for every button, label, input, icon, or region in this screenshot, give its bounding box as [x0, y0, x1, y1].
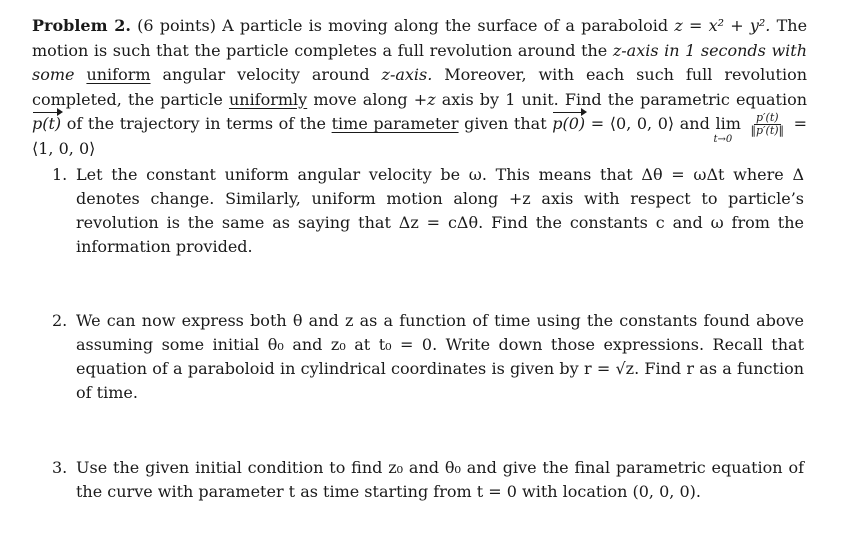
limit-word: lim	[715, 114, 741, 133]
problem-text-h: given that	[464, 114, 547, 133]
question-number: 1.	[52, 165, 68, 184]
question-item	[52, 456, 804, 504]
question-text: We can now express both θ and z as a function of time using the constants found above assuming some initial θ₀ and z₀ at t₀ = 0. Write down those expressions. Recall that equation of a paraboloid in cylindrical coordinates is given by r = √z. Find r as a function of time.	[76, 311, 804, 402]
problem-text-c: angular velocity around	[162, 65, 370, 84]
z-axis-text: z-axis in 1 seconds with some	[32, 40, 807, 84]
vector-p-0: p(0)	[552, 112, 585, 137]
time-parameter-term: time parameter	[331, 114, 459, 133]
plus-z: +z	[413, 89, 436, 109]
limit-operator	[713, 112, 741, 145]
unit-tangent-fraction	[748, 112, 786, 137]
problem-text-e: move along	[313, 89, 408, 109]
problem-text-a: A particle is moving along the surface of a paraboloid	[222, 16, 669, 35]
problem-text-d: Moreover, with each such full revolution completed, the particle	[32, 65, 808, 109]
fraction-numerator: p′(t)	[755, 111, 779, 124]
question-number: 2.	[52, 311, 68, 330]
question-text: Let the constant uniform angular velocity be ω. This means that Δθ = ωΔt where Δ denotes change. Similarly, uniform motion along +z axis with respect to particle’s revolution is the same as saying that Δz = cΔθ. Find the constants c and ω from the information provided.	[76, 165, 804, 256]
question-number: 3.	[52, 458, 68, 477]
question-item	[52, 309, 804, 405]
uniform-word: uniform	[86, 65, 151, 84]
fraction-denominator: ‖p′(t)‖	[750, 124, 785, 137]
vector-p-t: p(t)	[32, 112, 61, 137]
problem-points: (6 points)	[137, 16, 216, 35]
limit-subscript: t→0	[713, 134, 733, 145]
problem-statement	[32, 14, 807, 162]
problem-text-g: of the trajectory in terms of the	[66, 114, 326, 133]
z-axis-text-2: z-axis.	[381, 65, 433, 84]
problem-text-b: The motion is such that the particle completes a full revolution around the	[32, 16, 808, 60]
initial-condition: = ⟨0, 0, 0⟩ and	[590, 114, 710, 133]
limit-result: = ⟨1, 0, 0⟩	[32, 114, 808, 158]
problem-heading: Problem 2.	[32, 16, 131, 35]
problem-text-f: axis by 1 unit. Find the parametric equation	[441, 89, 808, 109]
question-text: Use the given initial condition to find z₀ and θ₀ and give the final parametric equation of the curve with parameter t as time starting from t = 0 with location (0, 0, 0).	[76, 458, 804, 501]
uniformly-word: uniformly	[228, 89, 308, 109]
paraboloid-equation: z = x² + y².	[674, 16, 771, 35]
question-item	[52, 163, 804, 259]
